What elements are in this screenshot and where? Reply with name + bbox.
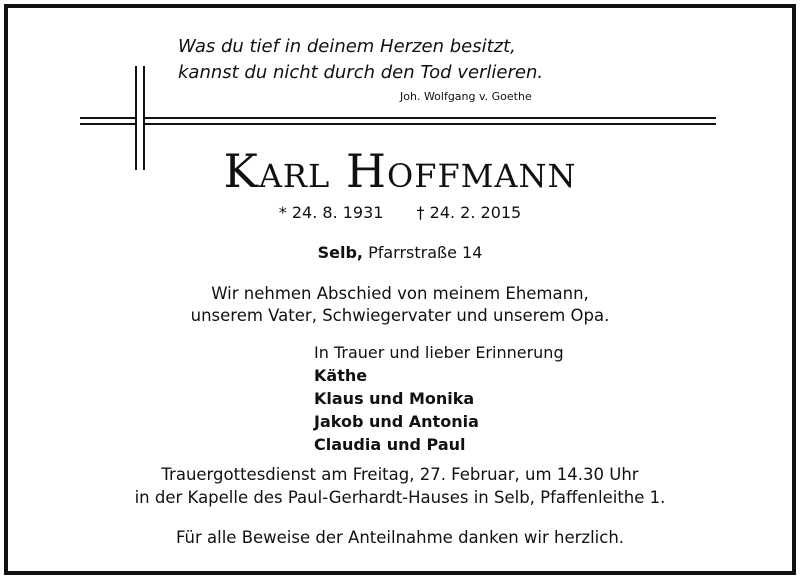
- address-city: Selb,: [317, 243, 363, 262]
- life-dates: [0, 203, 800, 222]
- address-street: Pfarrstraße 14: [362, 243, 483, 262]
- address: [0, 243, 800, 262]
- mourner-name: Käthe: [314, 366, 368, 385]
- deceased-name: Karl Hoffmann: [223, 144, 577, 198]
- quote-line-2: kannst du nicht durch den Tod verlieren.: [178, 62, 544, 83]
- quote-line-1: Was du tief in deinem Herzen besitzt,: [178, 36, 516, 57]
- service-line-2: in der Kapelle des Paul-Gerhardt-Hauses in Selb, Pfaffenleithe 1.: [134, 488, 666, 507]
- message-line-1: Wir nehmen Abschied von meinem Ehemann,: [211, 284, 589, 303]
- service-line-1: Trauergottesdienst am Freitag, 27. Februar, um 14.30 Uhr: [161, 465, 639, 484]
- birth-date: * 24. 8. 1931: [278, 203, 384, 222]
- divider-bottom: [80, 123, 716, 125]
- thanks-line: Für alle Beweise der Anteilnahme danken wir herzlich.: [175, 528, 625, 547]
- quote-author: Joh. Wolfgang v. Goethe: [400, 90, 532, 103]
- mourner-name: Jakob und Antonia: [314, 412, 479, 431]
- death-date: † 24. 2. 2015: [416, 203, 522, 222]
- divider-top: [80, 117, 716, 119]
- message-line-2: unserem Vater, Schwiegervater und unserem Opa.: [190, 306, 610, 325]
- mourner-name: Claudia und Paul: [314, 435, 466, 454]
- mourner-name: Klaus und Monika: [314, 389, 475, 408]
- mourners-intro: In Trauer und lieber Erinnerung: [314, 343, 564, 362]
